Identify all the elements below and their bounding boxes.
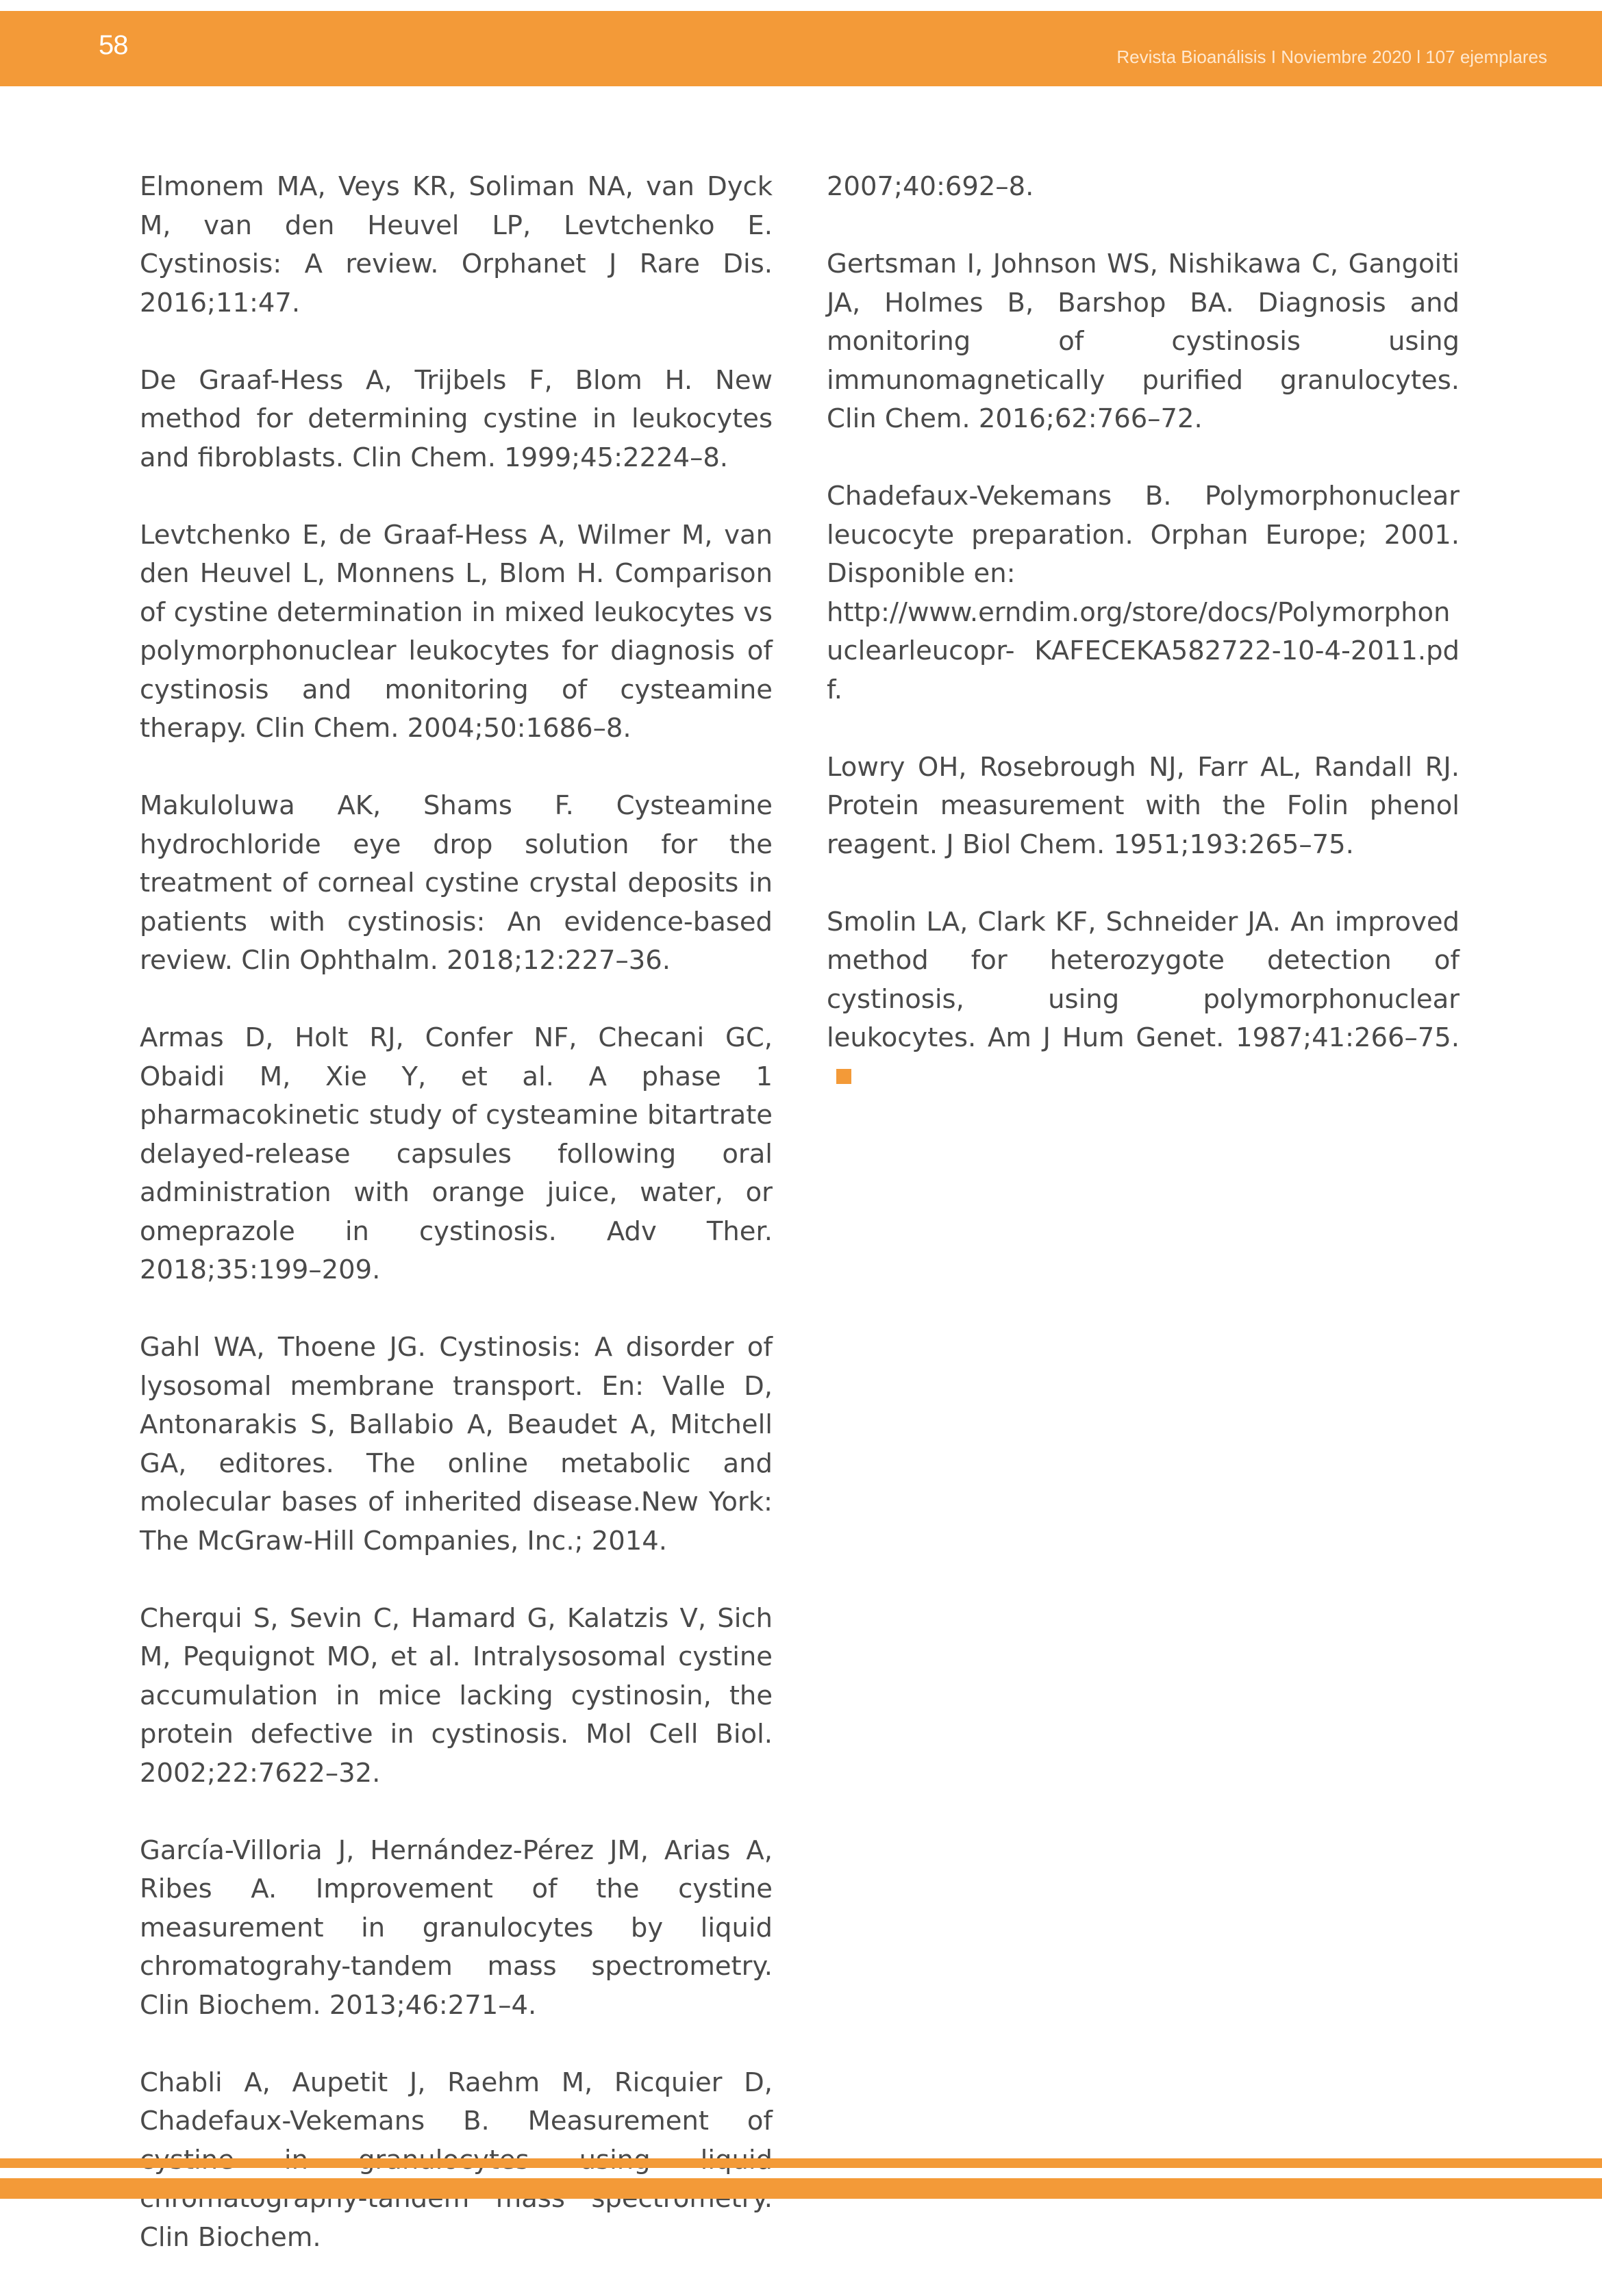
reference-item: Cherqui S, Sevin C, Hamard G, Kalatzis V, Sich M, Pequignot MO, et al. Intralysosomal cystine accumulation in mice lacking cystinosin, the protein defective in cystinosis. Mol Cell Biol. 2002;22:7622–32.	[140, 1602, 773, 1789]
end-of-article-square-icon	[836, 1069, 851, 1084]
reference-item-last	[827, 903, 1460, 1097]
reference-continuation: 2007;40:692–8.	[827, 171, 1034, 202]
page-number: 58	[99, 30, 128, 60]
reference-item: Makuloluwa AK, Shams F. Cysteamine hydrochloride eye drop solution for the treatment of corneal cystine crystal deposits in patients with cystinosis: An evidence-based review. Clin Ophthalm. 2018;12:227–36.	[140, 790, 773, 976]
reference-text: Smolin LA, Clark KF, Schneider JA. An improved method for heterozygote detection of cystinosis, using polymorphonuclear leukocytes. Am J Hum Genet. 1987;41:266–75.	[827, 906, 1460, 1053]
reference-item: De Graaf-Hess A, Trijbels F, Blom H. New method for determining cystine in leukocytes and fibroblasts. Clin Chem. 1999;45:2224–8.	[140, 364, 773, 473]
header-band	[0, 11, 1602, 86]
reference-item: Lowry OH, Rosebrough NJ, Farr AL, Randall RJ. Protein measurement with the Folin phenol reagent. J Biol Chem. 1951;193:265–75.	[827, 751, 1460, 860]
reference-item: Levtchenko E, de Graaf-Hess A, Wilmer M, van den Heuvel L, Monnens L, Blom H. Comparison of cystine determination in mixed leukocytes vs polymorphonuclear leukocytes for diagnosis of cystinosis and monitoring of cysteamine therapy. Clin Chem. 2004;50:1686–8.	[140, 519, 773, 744]
references-right-column	[827, 168, 1460, 1135]
references-left-column	[140, 168, 773, 2296]
reference-item: Gahl WA, Thoene JG. Cystinosis: A disorder of lysosomal membrane transport. En: Valle D, Antonarakis S, Ballabio A, Beaudet A, Mitchell GA, editores. The online metabolic and molecular bases of inherited disease.New York: The McGraw-Hill Companies, Inc.; 2014.	[140, 1332, 773, 1556]
footer-rule-thick	[0, 2178, 1602, 2199]
reference-item: Chabli A, Aupetit J, Raehm M, Ricquier D, Chadefaux-Vekemans B. Measurement of Clin Biochem.	[140, 2067, 773, 2253]
reference-item: García-Villoria J, Hernández-Pérez JM, Arias A, Ribes A. Improvement of the cystine measurement in granulocytes by liquid chromatograhy-tandem mass spectrometry. Clin Biochem. 2013;46:271–4.	[140, 1834, 773, 2021]
running-header: Revista Bioanálisis I Noviembre 2020 l 107 ejemplares	[1116, 47, 1547, 67]
reference-item: Gertsman I, Johnson WS, Nishikawa C, Gangoiti JA, Holmes B, Barshop BA. Diagnosis and monitoring of cystinosis using immunomagnetically purified granulocytes. Clin Chem. 2016;62:766–72.	[827, 249, 1460, 434]
reference-text: Chadefaux-Vekemans B. Polymorphonuclear leucocyte preparation. Orphan Europe; 2001. Disponible en:	[827, 481, 1460, 589]
reference-url[interactable]: http://www.erndim.org/store/docs/Polymorphonuclearleucopr- KAFECEKA582722-10-4-2011.pdf.	[827, 596, 1460, 705]
reference-item	[827, 477, 1460, 709]
reference-item: Elmonem MA, Veys KR, Soliman NA, van Dyck M, van den Heuvel LP, Levtchenko E. Cystinosis: A review. Orphanet J Rare Dis. 2016;11:47.	[140, 171, 773, 318]
reference-item: Armas D, Holt RJ, Confer NF, Checani GC, Obaidi M, Xie Y, et al. A phase 1 pharmacokinetic study of cysteamine bitartrate delayed-release capsules following oral administration with orange juice, water, or omeprazole in cystinosis. Adv Ther. 2018;35:199–209.	[140, 1022, 773, 1285]
footer-rule-thin	[0, 2158, 1602, 2168]
